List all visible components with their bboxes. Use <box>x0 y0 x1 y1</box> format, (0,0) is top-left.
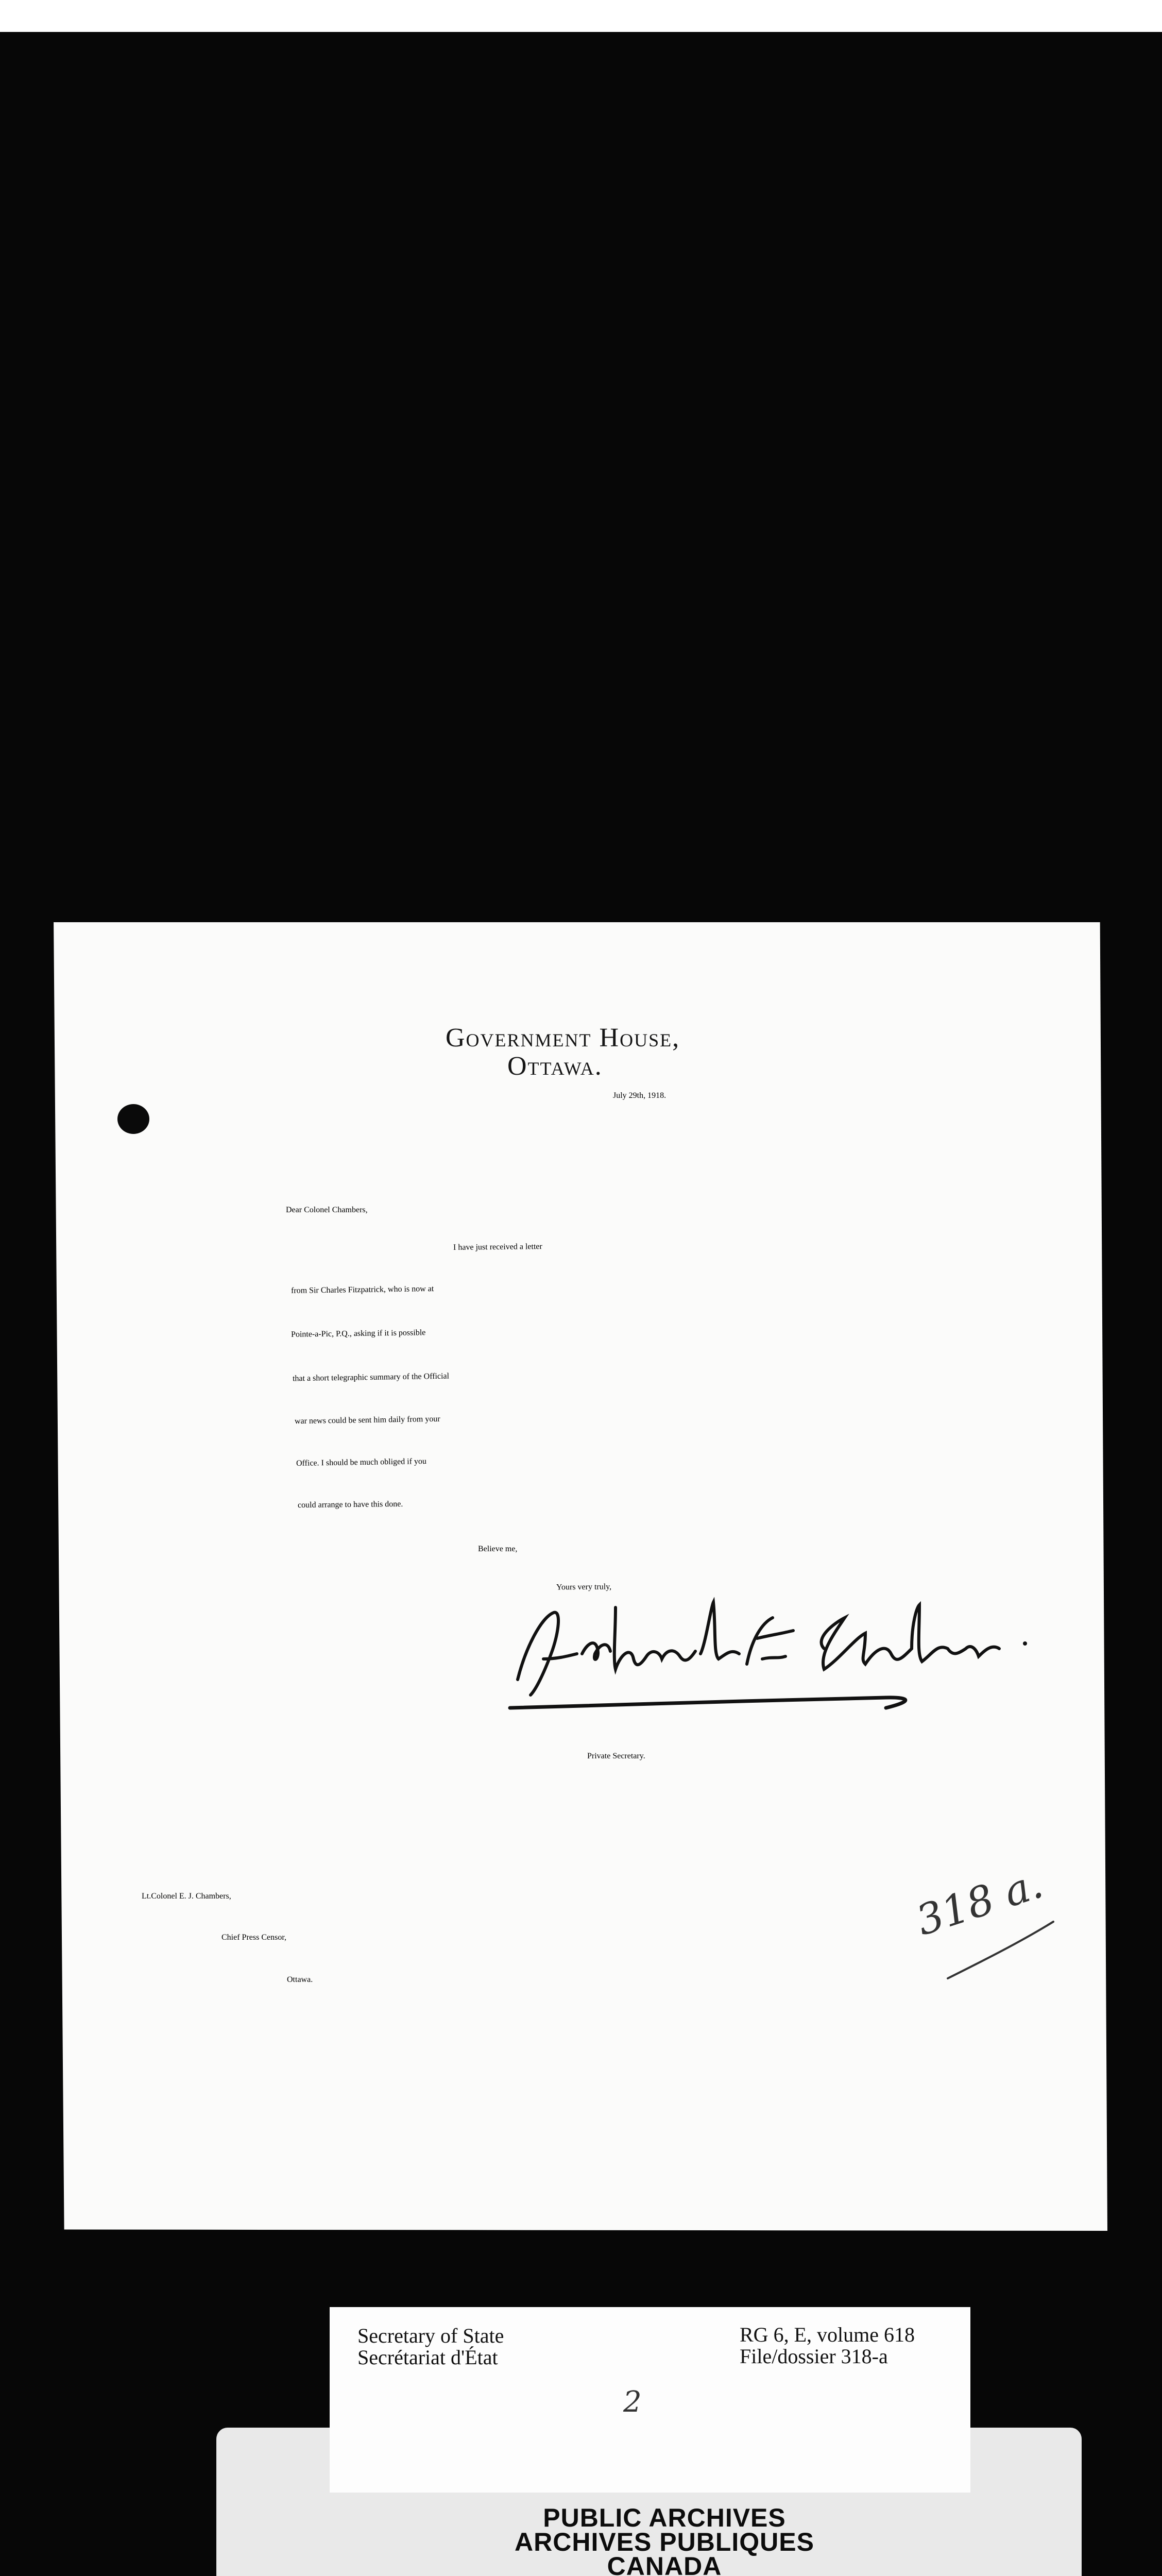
stamp-line-1: PUBLIC ARCHIVES <box>543 2503 786 2532</box>
department-english: Secretary of State <box>357 2324 504 2347</box>
letterhead-line-2: Ottawa. <box>507 1052 603 1081</box>
handwritten-signature <box>505 1587 1030 1736</box>
stamp-line-2: ARCHIVES PUBLIQUES <box>515 2528 814 2556</box>
closing-believe-me: Believe me, <box>478 1545 518 1553</box>
addressee-line-1: Lt.Colonel E. J. Chambers, <box>142 1892 231 1901</box>
body-line-1: I have just received a letter <box>453 1242 542 1252</box>
letter-date: July 29th, 1918. <box>613 1091 667 1100</box>
film-top-margin <box>0 0 1162 32</box>
signer-title: Private Secretary. <box>587 1752 645 1760</box>
svg-text:318 a.: 318 a. <box>910 1859 1049 1945</box>
body-line-6: Office. I should be much obliged if you <box>296 1457 427 1468</box>
salutation: Dear Colonel Chambers, <box>286 1206 368 1214</box>
body-line-4: that a short telegraphic summary of the Official <box>292 1371 450 1383</box>
handwritten-file-note <box>896 1844 1066 1989</box>
stamp-line-3: CANADA <box>607 2552 722 2576</box>
addressee-line-3: Ottawa. <box>287 1975 313 1984</box>
label-handwritten-mark: 2 <box>623 2385 642 2419</box>
department-french: Secrétariat d'État <box>357 2346 498 2369</box>
letterhead-line-1: Government House, <box>446 1023 680 1053</box>
body-line-2: from Sir Charles Fitzpatrick, who is now at <box>290 1284 434 1295</box>
record-group-reference: RG 6, E, volume 618 <box>740 2323 915 2346</box>
letter-sheet <box>52 922 1107 2231</box>
closing-yours-truly: Yours very truly, <box>556 1582 612 1592</box>
addressee-line-2: Chief Press Censor, <box>221 1933 287 1942</box>
punch-hole <box>117 1104 149 1134</box>
body-line-5: war news could be sent him daily from your <box>294 1414 440 1426</box>
body-line-3: Pointe-a-Pic, P.Q., asking if it is possible <box>290 1328 426 1339</box>
file-dossier-reference: File/dossier 318-a <box>740 2345 888 2368</box>
body-line-7: could arrange to have this done. <box>297 1499 403 1510</box>
